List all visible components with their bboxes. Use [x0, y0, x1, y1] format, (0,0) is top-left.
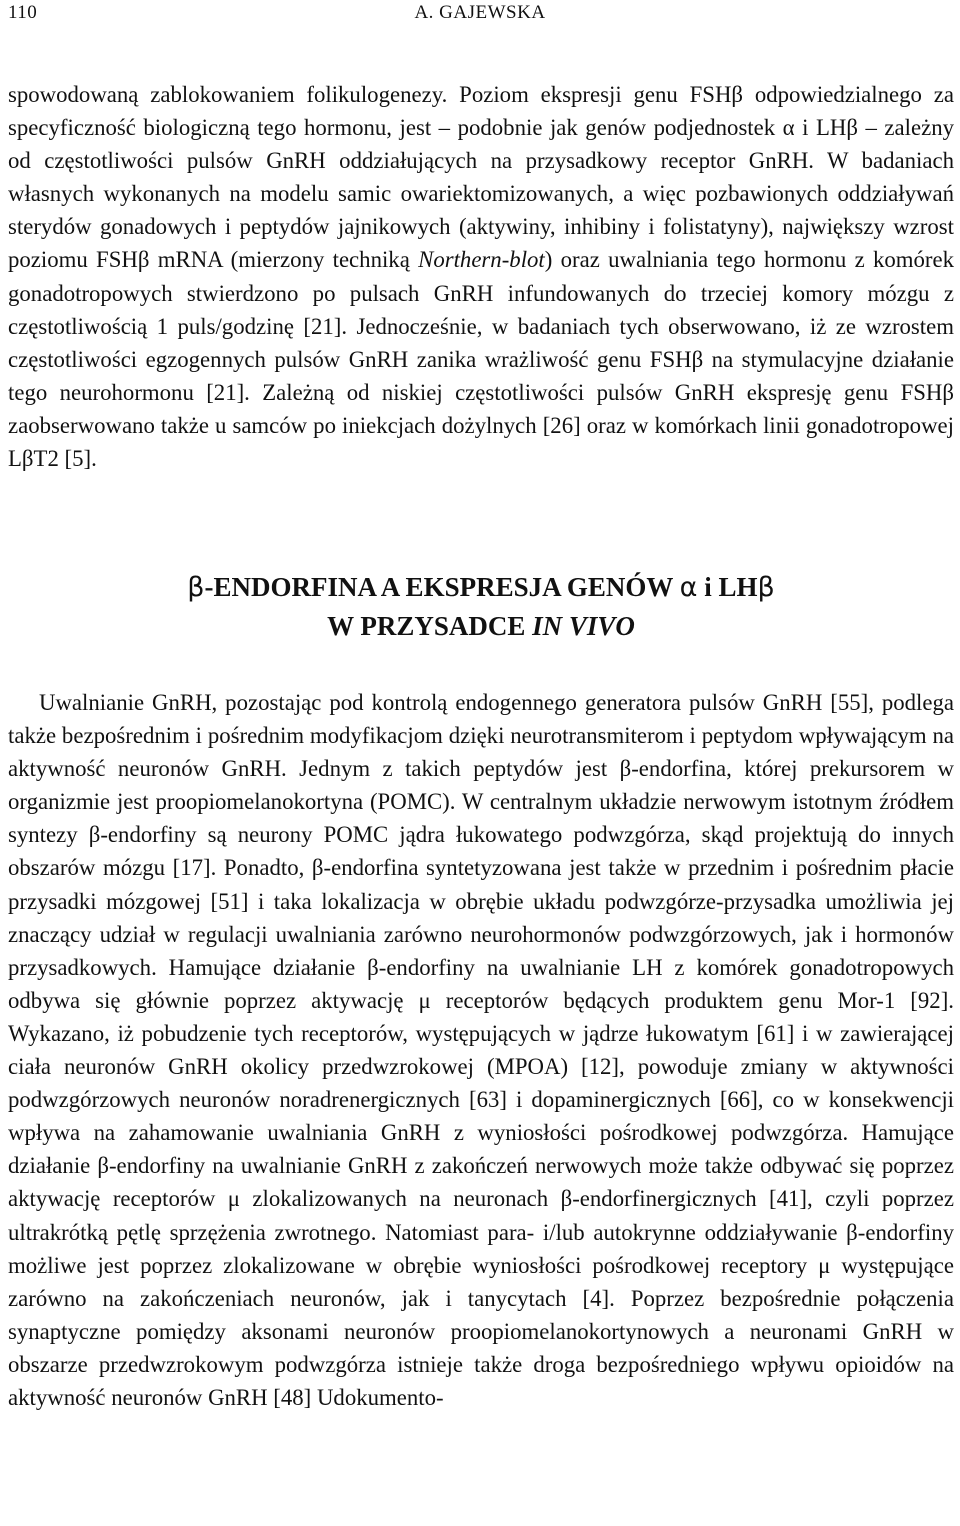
- running-head-author: A. GAJEWSKA: [414, 2, 546, 23]
- heading-line-2-text: W PRZYSADCE: [327, 611, 533, 641]
- paragraph-1-italic-term: Northern-blot: [418, 247, 545, 273]
- body-paragraph-1: [8, 78, 954, 475]
- section-heading-line-2: [8, 607, 954, 645]
- heading-alpha-symbol: α: [679, 572, 698, 603]
- paragraph-1-text-start: spowodowaną zablokowaniem folikulogenezy. Poziom ekspresji genu FSHβ odpowiedzialnego za specyficzność biologiczną tego hormonu, jest – podobnie jak genów podjednostek α i LHβ – zależny od częstotliwości pulsów GnRH oddziałujących na przysadkowy receptor GnRH. W badaniach własnych wykonanych na modelu samic owariektomizowanych, a więc pozbawionych oddziaływań sterydów gonadowych i peptydów jajnikowych (aktywiny, inhibiny i folistatyny), największy wzrost poziomu FSHβ mRNA (mierzony techniką: [8, 82, 954, 273]
- running-head: [8, 2, 952, 26]
- heading-line-2-italic: IN VIVO: [532, 611, 635, 641]
- heading-line-1-lh: i LH: [697, 572, 758, 602]
- heading-beta-symbol-2: β: [757, 572, 775, 603]
- heading-beta-symbol: β: [187, 572, 205, 603]
- body-paragraph-2: Uwalnianie GnRH, pozostając pod kontrolą endogennego generatora pulsów GnRH [55], podlega także bezpośrednim i pośrednim modyfikacjom dzięki neurotransmiterom i peptydom wpływającym na aktywność neuronów GnRH. Jednym z takich peptydów jest β-endorfina, której prekursorem w organizmie jest proopiomelanokortyna (POMC). W centralnym układzie nerwowym istotnym źródłem syntezy β-endorfiny są neurony POMC jądra łukowatego podwzgórza, skąd projektują do innych obszarów mózgu [17]. Ponadto, β-endorfina syntetyzowana jest także w przednim i pośrednim płacie przysadki mózgowej [51] i taka lokalizacja w obrębie układu podwzgórze-przysadka umożliwia jej znaczący udział w regulacji uwalniania zarówno neurohormonów podwzgórzowych, jak i hormonów przysadkowych. Hamujące działanie β-endorfiny na uwalnianie LH z komórek gonadotropowych odbywa się głównie poprzez aktywację μ receptorów będących produktem genu Mor-1 [92]. Wykazano, iż pobudzenie tych receptorów, występujących w jądrze łukowatym [61] i w zawierającej ciała neuronów GnRH okolicy przedwzrokowej (MPOA) [12], powoduje zmiany w aktywności podwzgórzowych neuronów noradrenergicznych [63] i dopaminergicznych [66], co w konsekwencji wpływa na zahamowanie uwalniania GnRH z wyniosłości pośrodkowej podwzgórza. Hamujące działanie β-endorfiny na uwalnianie GnRH z zakończeń nerwowych może także odbywać się poprzez aktywację receptorów μ zlokalizowanych na neuronach β-endorfinergicznych [41], czyli poprzez ultrakrótką pętlę sprzężenia zwrotnego. Natomiast para- i/lub autokrynne oddziaływanie β-endorfiny możliwe jest poprzez zlokalizowane w obrębie wyniosłości pośrodkowej receptory μ występujące zarówno na zakończeniach neuronów, jak i tanycytach [4]. Poprzez bezpośrednie połączenia synaptyczne pomiędzy aksonami neuronów proopiomelanokortynowych a neuronami GnRH w obszarze przedwzrokowym podwzgórza istnieje także droga bezpośredniego wpływu opioidów na aktywność neuronów GnRH [48] Udokumento-: [8, 690, 954, 1410]
- heading-line-1-text: -ENDORFINA A EKSPRESJA GENÓW: [204, 572, 680, 602]
- section-heading-line-1: [8, 568, 954, 607]
- paragraph-1-text-end: ) oraz uwalniania tego hormonu z komórek gonadotropowych stwierdzono po pulsach GnRH infundowanych do trzeciej komory mózgu z częstotliwością 1 puls/godzinę [21]. Jednocześnie, w badaniach tych obserwowano, iż ze wzrostem częstotliwości egzogennych pulsów GnRH zanika wrażliwość genu FSHβ na stymulacyjne działanie tego neurohormonu [21]. Zależną od niskiej częstotliwości pulsów GnRH ekspresję genu FSHβ zaobserwowano także u samców po iniekcjach dożylnych [26] oraz w komórkach linii gonadotropowej LβT2 [5].: [8, 247, 954, 472]
- page-number: 110: [8, 2, 38, 23]
- section-heading: [8, 568, 954, 645]
